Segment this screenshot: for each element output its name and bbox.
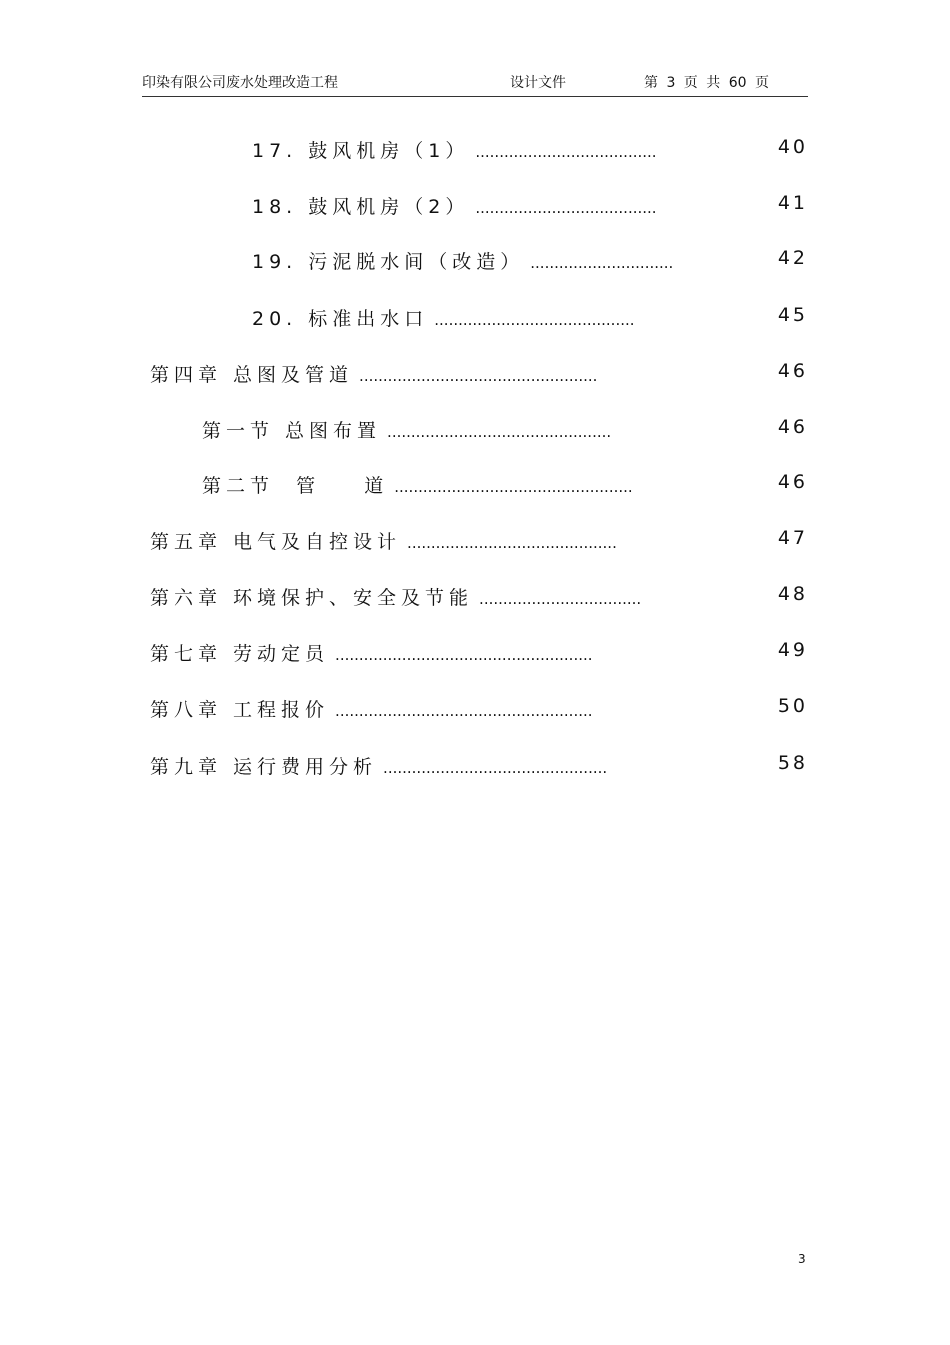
header-doc-type: 设计文件 <box>510 75 566 91</box>
toc-entry-label: 20. 标准出水口 .......................................... <box>252 308 635 330</box>
header-page-info: 第 3 页 共 60 页 <box>644 75 769 91</box>
toc-entry-page: 58 <box>777 752 808 774</box>
toc-entry-page: 46 <box>777 471 808 493</box>
toc-entry-label: 第四章 总图及管道 .................................................. <box>150 364 598 386</box>
toc-entry-page: 41 <box>777 192 808 214</box>
toc-entry-label: 第五章 电气及自控设计 ............................................ <box>150 531 617 553</box>
toc-entry-page: 50 <box>777 695 808 717</box>
toc-entry-page: 42 <box>777 247 808 269</box>
toc-entry-label: 第二节 管 道 .................................................. <box>202 475 633 497</box>
toc-entry-page: 45 <box>777 304 808 326</box>
toc-entry-label: 第七章 劳动定员 ...................................................... <box>150 643 593 665</box>
toc-entry-label: 第九章 运行费用分析 ............................................... <box>150 756 608 778</box>
toc-entry-page: 49 <box>777 639 808 661</box>
toc-entry-label: 第一节 总图布置 ............................................... <box>202 420 612 442</box>
toc-entry-label: 18. 鼓风机房（2） ...................................... <box>252 196 657 218</box>
toc-entry-label: 17. 鼓风机房（1） ...................................... <box>252 140 657 162</box>
toc-entry-page: 46 <box>777 416 808 438</box>
header-title: 印染有限公司废水处理改造工程 <box>142 75 338 91</box>
toc-entry-label: 19. 污泥脱水间（改造） .............................. <box>252 251 674 273</box>
toc-entry-label: 第六章 环境保护、安全及节能 .................................. <box>150 587 642 609</box>
toc-entry-label: 第八章 工程报价 ...................................................... <box>150 699 593 721</box>
footer-page-number: 3 <box>798 1252 806 1266</box>
toc-entry-page: 48 <box>777 583 808 605</box>
toc-entry-page: 40 <box>777 136 808 158</box>
page-header <box>142 68 808 97</box>
toc-entry-page: 46 <box>777 360 808 382</box>
toc-entry-page: 47 <box>777 527 808 549</box>
